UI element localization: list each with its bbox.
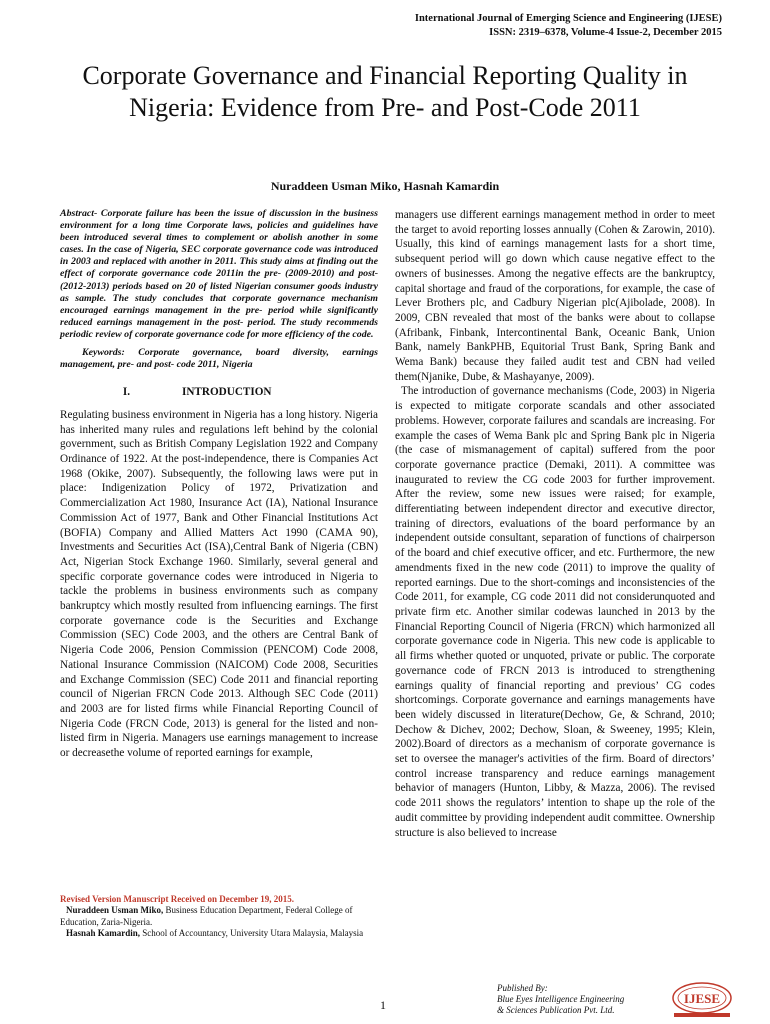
section-heading — [60, 385, 378, 400]
paper-title: Corporate Governance and Financial Reporting Quality in Nigeria: Evidence from Pre- and Post-Code 2011 — [82, 61, 688, 122]
publisher-line-1: Blue Eyes Intelligence Engineering — [497, 994, 625, 1004]
intro-paragraph: Regulating business environment in Nigeria has a long history. Nigeria has inherited many rules and regulations left behind by the colonial government, such as British Company Legislation 1922 and Company Ordinance of 1922. At the post-independence, there is Companies Act 1968 (Okike, 2007). Subsequently, the following laws were put in place: Indigenization Policy of 1972, Privatization and Commercialization Act 1980, Insurance Act (IA), National Insurance Commission Act of 1977, Bank and Other Financial Institutions Act (BOFIA) Company and Allied Matters Act 1990 (CAMA 90), Investments and Securities Act (ISA),Central Bank of Nigeria (CBN) Act, Nigerian Stock Exchange 1960. Similarly, several general and specific corporate governance codes were introduced in Nigeria to tackle the problems in business environments such as company bankruptcy which mostly resulted from influencing earnings. The first corporate governance code is the Securities and Exchange Commission (SEC) Code 2003, and the others are Central Bank of Nigeria Code 2006, Pension Commission (PENCOM) Code 2008, National Insurance Commission (NAICOM) Code 2008, Securities and Exchange Commission (SEC) Code 2011 and financial reporting council of Nigerian FRCN Code 2013. Although SEC Code (2011) and 2003 are for listed firms while Financial Reporting Council of Nigeria Code (FRCN Code, 2013) is general for the listed and non-listed firm in Nigeria. Managers use earnings management to increase or decreasethe volume of reported earnings for example, — [60, 408, 378, 760]
journal-header — [415, 12, 722, 40]
section-title: INTRODUCTION — [182, 386, 272, 399]
abstract: Abstract- Corporate failure has been the issue of discussion in the business environment for a long time Corporate laws, policies and guidelines have been introduced several times to complement or abolish another in some cases. In the case of Nigeria, SEC corporate governance code was introduced in 2003 and replaced with another in 2011. This study aims at finding out the effect of corporate governance code 2011in the pre- (2009-2010) and post- (2012-2013) periods based on 20 of listed Nigerian consumer goods industry as sample. The study concludes that corporate governance mechanism encouraged earnings management in the pre- period while significantly reduced earnings management in the post- period. The study recommends periodic review of corporate governance code for more efficiency of the code. — [60, 208, 378, 340]
author2-affiliation: School of Accountancy, University Utara Malaysia, Malaysia — [140, 927, 364, 938]
publisher-line-2: & Sciences Publication Pvt. Ltd. — [497, 1005, 615, 1015]
published-by: Published By: — [497, 983, 548, 993]
logo-text: IJESE — [683, 991, 721, 1006]
right-paragraph-2: The introduction of governance mechanisms (Code, 2003) in Nigeria is expected to mitigate corporate scandals and other associated problems. However, corporate failures and scandals are increasing. For example the cases of Wema Bank plc and Spring Bank plc in Nigeria (the case of mismanagement of capital) suffered from the poor corporate governance practice (Demaki, 2011). A committee was inaugurated to review the CG code 2003 for further improvement. After the review, some new issues were raised; for example, differentiating between independent director and executive director, training of directors, evaluations of the board performance by an independent outside consultant, separation of functions of chairperson of the board and chief executive officer, and etc. Furthermore, the new amendments fixed in the new code (2011) to improve the quality of reported earnings. Due to the short-comings and inconsistencies of the Code 2011, for example, CG code 2011 did not considerunquoted and private firm etc. Another similar codewas launched in 2013 by the Financial Reporting Council of Nigeria (FRCN) which harmonized all corporate governance code in Nigeria. This new code is applicable to all firms whether quoted or unquoted, private or public. The corporate governance code of FRCN 2013 is introduced to strengthening earnings quality of financial reporting and previous’ CG codes shortcomings. Corporate governance and earnings managements have been widely discussed in literature(Dechow, Ge, & Schrand, 2010; Dechow & Dichev, 2002; Dechow, Sloan, & Sweeney, 1995; Klein, 2002).Board of directors as a mechanism of corporate governance is set to oversee the manager's activities of the firm. Board of directors’ control increase transparency and reduce earnings management behavior of managers (Hunton, Libby, & Mazza, 2006). The revised code 2011 shows the regulators’ intention to shape up the role of the audit committee by providing independent audit committee. Ownership structure is also believed to increase — [395, 385, 716, 839]
journal-name: International Journal of Emerging Science and Engineering (IJESE) — [414, 13, 722, 24]
author1-name: Nuraddeen Usman Miko, — [66, 905, 164, 916]
author2-name: Hasnah Kamardin, — [66, 927, 141, 938]
footnotes — [60, 894, 378, 939]
revised-note: Revised Version Manuscript Received on December 19, 2015. — [60, 894, 295, 904]
ijese-logo-icon — [668, 980, 732, 1020]
keywords: Keywords: Corporate governance, board diversity, earnings management, pre- and post- code 2011, Nigeria — [60, 347, 378, 371]
author2-note — [60, 928, 378, 939]
left-column — [60, 208, 378, 761]
section-number: I. — [122, 386, 130, 399]
journal-issn: ISSN: 2319–6378, Volume-4 Issue-2, December 2015 — [489, 27, 722, 38]
author1-note — [60, 905, 378, 928]
right-paragraph-1: managers use different earnings management method in order to meet the target to avoid reporting losses annually (Cohen & Zarowin, 2010). Usually, this kind of earnings management lasts for a short time, subsequent period will go down which cause negative effect to the owners of businesses. Among the negative effects are the bankruptcy, capital shortage and fraud of the corporations, for example, the case of Lever Brothers plc, and Cadbury Nigerian plc(Ajibolade, 2008). In 2009, CBN revealed that most of the banks were about to collapse (Afribank, Finbank, Intercontinental Bank, Oceanic Bank, Union Bank, namely BankPHB, Equitorial Trust Bank, Spring Bank and Wema Bank) because they failed audit test and CBN had veiled them(Njanike, Dube, & Mashayanye, 2009). — [395, 209, 715, 383]
author1-affiliation: Business Education Department, Federal College of Education, Zaria-Nigeria. — [60, 905, 353, 927]
page-number: 1 — [380, 998, 386, 1012]
right-column — [395, 208, 715, 840]
paper-authors: Nuraddeen Usman Miko, Hasnah Kamardin — [270, 179, 500, 193]
publisher-block — [497, 983, 624, 1016]
